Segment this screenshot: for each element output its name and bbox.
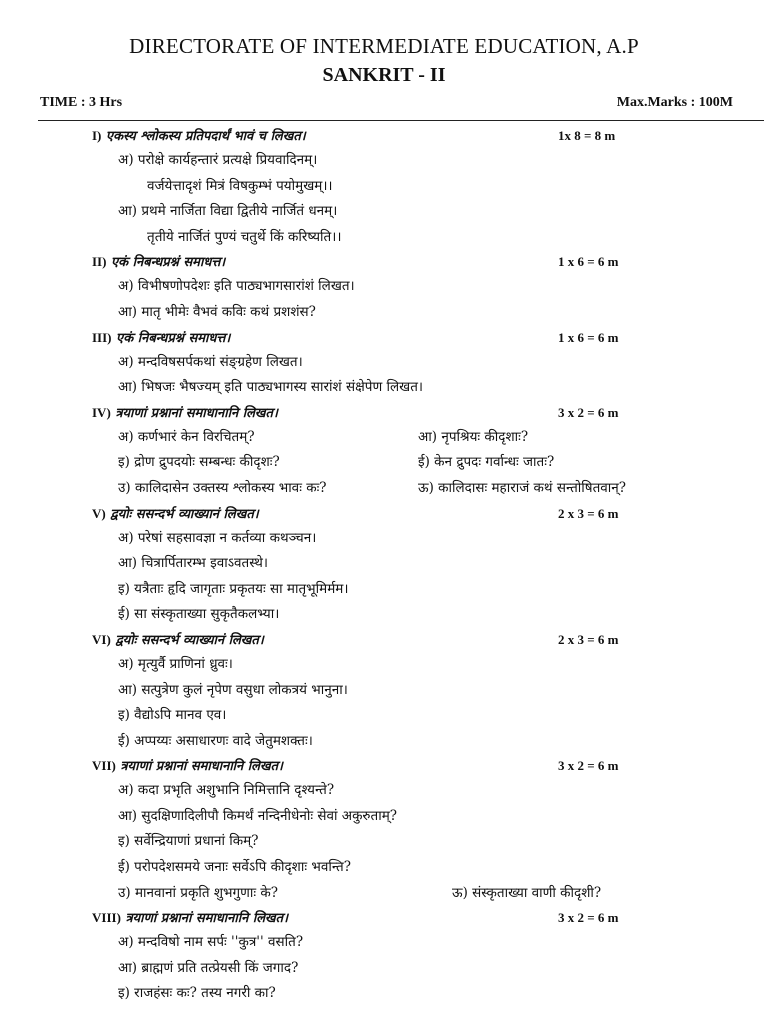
section-instruction: त्रयाणां प्रश्नानां समाधानानि लिखत। xyxy=(120,759,283,775)
question-line xyxy=(0,199,768,225)
section-heading xyxy=(0,250,768,274)
question-line xyxy=(0,881,768,907)
question-text: आ) चित्रार्पितारम्भ इवाऽवतस्थे। xyxy=(118,555,268,572)
section-heading xyxy=(0,754,768,778)
section-number: III) xyxy=(92,329,112,345)
question-list xyxy=(0,124,768,1007)
question-text: इ) राजहंसः कः? तस्य नगरी का? xyxy=(118,985,276,1002)
question-line xyxy=(0,274,768,300)
section-number: II) xyxy=(92,254,107,270)
section-marks: 3 x 2 = 6 m xyxy=(558,758,619,774)
question-text: इ) वैद्योऽपि मानव एव। xyxy=(118,707,227,724)
question-line xyxy=(0,778,768,804)
section-marks: 1 x 6 = 6 m xyxy=(558,254,619,270)
question-text: ई) अप्पय्यः असाधारणः वादे जेतुमशक्तः। xyxy=(118,732,313,749)
question-text: आ) नृपश्रियः कीदृशाः? xyxy=(418,428,529,445)
question-line xyxy=(0,703,768,729)
paper-subject: SANKRIT - II xyxy=(322,64,446,86)
section-marks: 1 x 6 = 6 m xyxy=(558,329,619,345)
question-text: अ) परेषां सहसावज्ञा न कर्तव्या कथञ्चन। xyxy=(118,529,317,546)
question-line xyxy=(0,956,768,982)
section-marks: 1x 8 = 8 m xyxy=(558,128,616,143)
question-line xyxy=(0,829,768,855)
question-line xyxy=(0,577,768,603)
question-text: ऊ) कालिदासः महाराजं कथं सन्तोषितवान्? xyxy=(418,479,627,496)
section-marks: 2 x 3 = 6 m xyxy=(558,505,619,521)
question-line xyxy=(0,526,768,552)
question-line xyxy=(0,148,768,174)
question-text: इ) यत्रैताः हृदि जागृताः प्रकृतयः सा मातृभूमिर्मम। xyxy=(118,580,349,597)
question-section xyxy=(0,502,768,628)
question-text: आ) प्रथमे नार्जिता विद्या द्वितीये नार्जितं धनम्। xyxy=(118,203,338,220)
question-text: अ) विभीषणोपदेशः इति पाठ्यभागसारांशं लिखत। xyxy=(118,278,355,295)
max-marks: Max.Marks : 100M xyxy=(616,95,733,110)
question-section xyxy=(0,250,768,325)
question-text: अ) मृत्युर्वै प्राणिनां ध्रुवः। xyxy=(118,655,233,672)
question-text: आ) सुदक्षिणादिलीपौ किमर्थं नन्दिनीधेनोः सेवां अकुरुताम्? xyxy=(118,807,398,824)
question-text: वर्जयेत्तादृशं मित्रं विषकुम्भं पयोमुखम्।। xyxy=(147,177,333,194)
question-line xyxy=(0,602,768,628)
section-marks: 3 x 2 = 6 m xyxy=(558,404,619,420)
section-number: VII) xyxy=(92,758,116,774)
exam-time: TIME : 3 Hrs xyxy=(40,95,123,110)
question-text: आ) मातृ भीमेः वैभवं कविः कथं प्रशशंस? xyxy=(118,303,316,320)
section-heading xyxy=(0,326,768,350)
paper-title: DIRECTORATE OF INTERMEDIATE EDUCATION, A.P xyxy=(129,34,639,58)
section-heading xyxy=(0,124,768,148)
question-section xyxy=(0,628,768,754)
question-text: इ) द्रोण द्रुपदयोः सम्बन्धः कीदृशः? xyxy=(118,454,280,471)
section-heading xyxy=(0,628,768,652)
question-line xyxy=(0,551,768,577)
question-text: उ) मानवानां प्रकृति शुभगुणाः के? xyxy=(118,884,278,901)
question-line xyxy=(0,729,768,755)
question-line xyxy=(0,375,768,401)
question-text: ई) सा संस्कृताख्या सुकृतैकलभ्या। xyxy=(118,606,280,623)
question-line xyxy=(0,174,768,200)
question-line xyxy=(0,425,768,451)
question-section xyxy=(0,124,768,250)
question-text: अ) परोक्षे कार्यहन्तारं प्रत्यक्षे प्रियवादिनम्। xyxy=(118,152,318,168)
question-line xyxy=(0,450,768,476)
question-section xyxy=(0,754,768,906)
question-text: ई) केन द्रुपदः गर्वान्धः जातः? xyxy=(418,454,555,471)
question-text: आ) ब्राह्मणं प्रति तत्प्रेयसी किं जगाद? xyxy=(118,959,299,976)
section-marks: 3 x 2 = 6 m xyxy=(558,910,619,926)
section-number: VI) xyxy=(92,631,111,647)
question-line xyxy=(0,350,768,376)
section-number: VIII) xyxy=(92,910,121,926)
section-heading xyxy=(0,502,768,526)
question-line xyxy=(0,476,768,502)
header-divider xyxy=(38,120,764,121)
question-text: आ) भिषजः भैषज्यम् इति पाठ्यभागस्य सारांशं संक्षेपेण लिखत। xyxy=(118,379,424,396)
section-number: I) xyxy=(92,128,102,143)
question-line xyxy=(0,855,768,881)
section-instruction: एकं निबन्धप्रश्नं समाधत्त। xyxy=(110,255,226,271)
question-text: इ) सर्वेन्द्रियाणां प्रधानां किम्? xyxy=(118,833,259,850)
section-marks: 2 x 3 = 6 m xyxy=(558,631,619,647)
question-line xyxy=(0,652,768,678)
question-text: अ) मन्दविषो नाम सर्पः ''कुत्र'' वसति? xyxy=(118,934,304,951)
question-line xyxy=(0,225,768,251)
question-text: अ) मन्दविषसर्पकथां संङ्ग्रहेण लिखत। xyxy=(118,353,303,370)
section-heading xyxy=(0,401,768,425)
question-text: ई) परोपदेशसमये जनाः सर्वेऽपि कीदृशाः भवन्ति? xyxy=(118,859,351,876)
section-heading xyxy=(0,906,768,930)
question-text: तृतीये नार्जितं पुण्यं चतुर्थे किं करिष्यति।। xyxy=(147,228,342,245)
section-number: IV) xyxy=(92,404,111,420)
question-section xyxy=(0,906,768,1007)
question-section xyxy=(0,401,768,502)
question-line xyxy=(0,300,768,326)
section-instruction: द्वयोः ससन्दर्भ व्याख्यानं लिखत। xyxy=(110,506,259,522)
question-text: अ) कर्णभारं केन विरचितम्? xyxy=(118,428,255,445)
section-instruction: त्रयाणां प्रश्नानां समाधानानि लिखत। xyxy=(125,911,289,927)
question-line xyxy=(0,804,768,830)
question-text: अ) कदा प्रभृति अशुभानि निमित्तानि दृश्यन्ते? xyxy=(118,782,335,799)
section-instruction: एकस्य श्लोकस्य प्रतिपदार्थं भावं च लिखत। xyxy=(105,129,306,144)
section-number: V) xyxy=(92,505,106,521)
question-section xyxy=(0,326,768,401)
section-instruction: एकं निबन्धप्रश्नं समाधत्त। xyxy=(116,330,231,346)
question-line xyxy=(0,930,768,956)
question-text: ऊ) संस्कृताख्या वाणी कीदृशी? xyxy=(452,884,602,901)
section-instruction: द्वयोः ससन्दर्भ व्याख्यानं लिखत। xyxy=(115,632,264,648)
question-line xyxy=(0,678,768,704)
section-instruction: त्रयाणां प्रश्नानां समाधानानि लिखत। xyxy=(115,405,278,421)
question-line xyxy=(0,981,768,1007)
question-text: आ) सत्पुत्रेण कुलं नृपेण वसुधा लोकत्रयं भानुना। xyxy=(118,681,348,698)
question-text: उ) कालिदासेन उक्तस्य श्लोकस्य भावः कः? xyxy=(118,479,327,496)
